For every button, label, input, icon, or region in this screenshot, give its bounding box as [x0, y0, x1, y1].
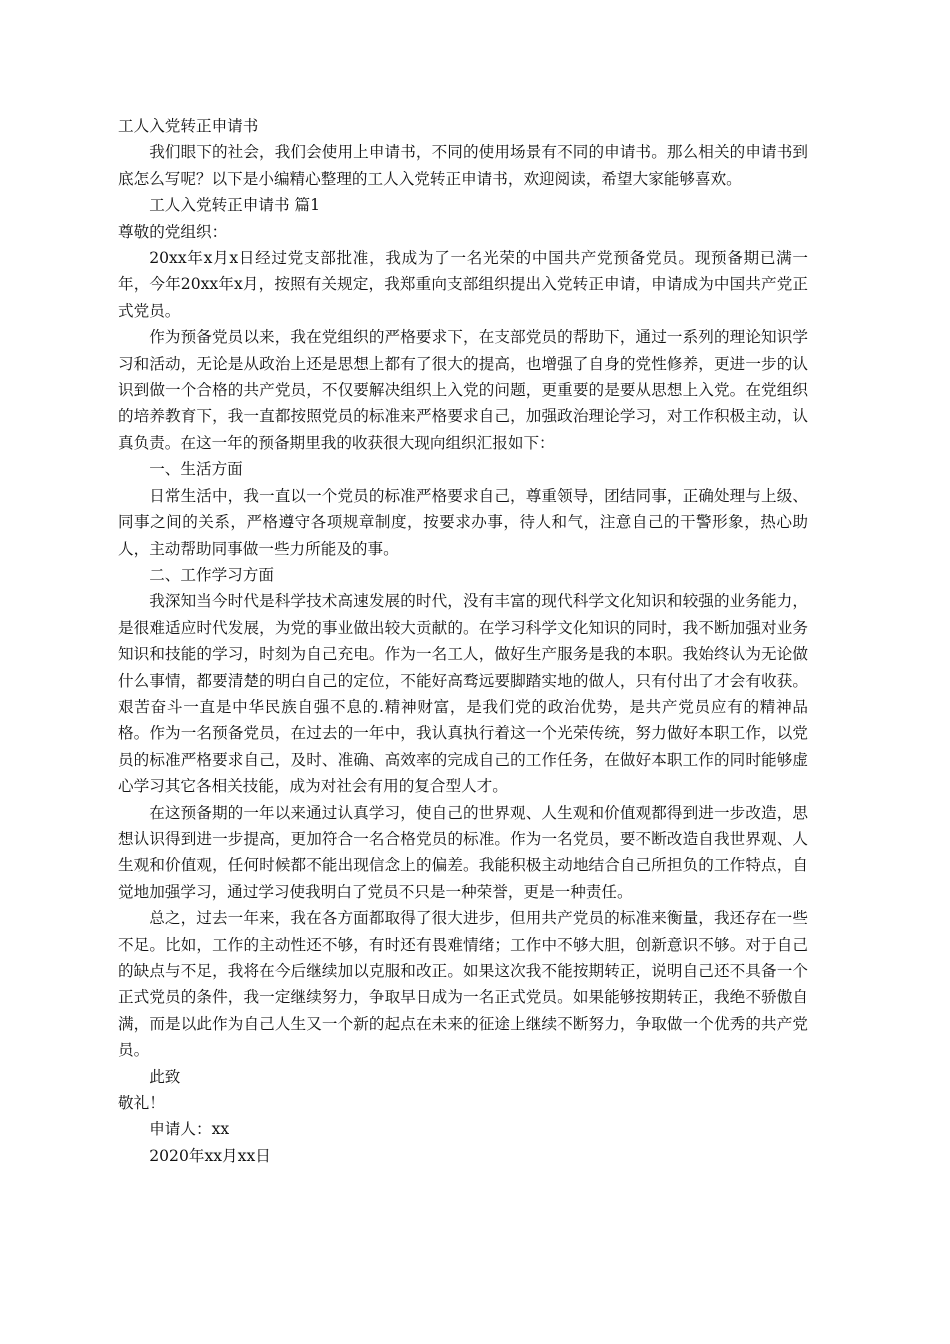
- section-heading: 工人入党转正申请书 篇1: [149, 196, 321, 215]
- paragraph-summary: 总之，过去一年来，我在各方面都取得了很大进步，但用共产党员的标准来衡量，我还存在一些不足。比如，工作的主动性还不够，有时还有畏难情绪；工作中不够大胆，创新意识不够。对于自己的缺点与不足，我将在今后继续加以克服和改正。如果这次我不能按期转正，说明自己还不具备一个正式党员的条件，我一定继续努力，争取早日成为一名正式党员。如果能够按期转正，我绝不骄傲自满，而是以此作为自己人生又一个新的起点在未来的征途上继续不断努力，争取做一个优秀的共产党员。: [118, 909, 808, 1060]
- regards: 敬礼！: [118, 1094, 165, 1113]
- paragraph-work: 我深知当今时代是科学技术高速发展的时代，没有丰富的现代科学文化知识和较强的业务能力，是很难适应时代发展，为党的事业做出较大贡献的。在学习科学文化知识的同时，我不断加强对业务知识和技能的学习，时刻为自己充电。作为一名工人，做好生产服务是我的本职。我始终认为无论做什么事情，都要清楚的明白自己的定位，不能好高骛远要脚踏实地的做人，只有付出了才会有收获。艰苦奋斗一直是中华民族自强不息的.精神财富，是我们党的政治优势，是共产党员应有的精神品格。作为一名预备党员，在过去的一年中，我认真执行着这一个光荣传统，努力做好本职工作，以党员的标准严格要求自己，及时、准确、高效率的完成自己的工作任务，在做好本职工作的同时能够虚心学习其它各相关技能，成为对社会有用的复合型人才。: [118, 592, 808, 796]
- paragraph-growth: 作为预备党员以来，我在党组织的严格要求下，在支部党员的帮助下，通过一系列的理论知识学习和活动，无论是从政治上还是思想上都有了很大的提高，也增强了自身的党性修养，更进一步的认识到做一个合格的共产党员，不仅要解决组织上入党的问题，更重要的是要从思想上入党。在党组织的培养教育下，我一直都按照党员的标准来严格要求自己，加强政治理论学习，对工作积极主动，认真负责。在这一年的预备期里我的收获很大现向组织汇报如下：: [118, 328, 808, 452]
- date: 2020年xx月xx日: [149, 1146, 271, 1165]
- paragraph-approval: 20xx年x月x日经过党支部批准，我成为了一名光荣的中国共产党预备党员。现预备期已满一年，今年20xx年x月，按照有关规定，我郑重向支部组织提出入党转正申请，申请成为中国共产党正式党员。: [118, 249, 808, 320]
- subheading-work: 二、工作学习方面: [149, 565, 274, 584]
- intro-paragraph: 我们眼下的社会，我们会使用上申请书，不同的使用场景有不同的申请书。那么相关的申请书到底怎么写呢？以下是小编精心整理的工人入党转正申请书，欢迎阅读，希望大家能够喜欢。: [118, 143, 808, 188]
- closing: 此致: [149, 1067, 181, 1086]
- subheading-life: 一、生活方面: [149, 460, 243, 479]
- applicant: 申请人：xx: [149, 1120, 230, 1139]
- document-page: [118, 113, 808, 1169]
- paragraph-life: 日常生活中，我一直以一个党员的标准严格要求自己，尊重领导，团结同事，正确处理与上级、同事之间的关系，严格遵守各项规章制度，按要求办事，待人和气，注意自己的干警形象，热心助人，主动帮助同事做一些力所能及的事。: [118, 486, 808, 558]
- document-title: 工人入党转正申请书: [118, 117, 259, 135]
- paragraph-study: 在这预备期的一年以来通过认真学习，使自己的世界观、人生观和价值观都得到进一步改造，思想认识得到进一步提高，更加符合一名合格党员的标准。作为一名党员，要不断改造自我世界观、人生观和价值观，任何时候都不能出现信念上的偏差。我能积极主动地结合自己所担负的工作特点，自觉地加强学习，通过学习使我明白了党员不只是一种荣誉，更是一种责任。: [118, 803, 808, 901]
- salutation: 尊敬的党组织：: [118, 222, 228, 241]
